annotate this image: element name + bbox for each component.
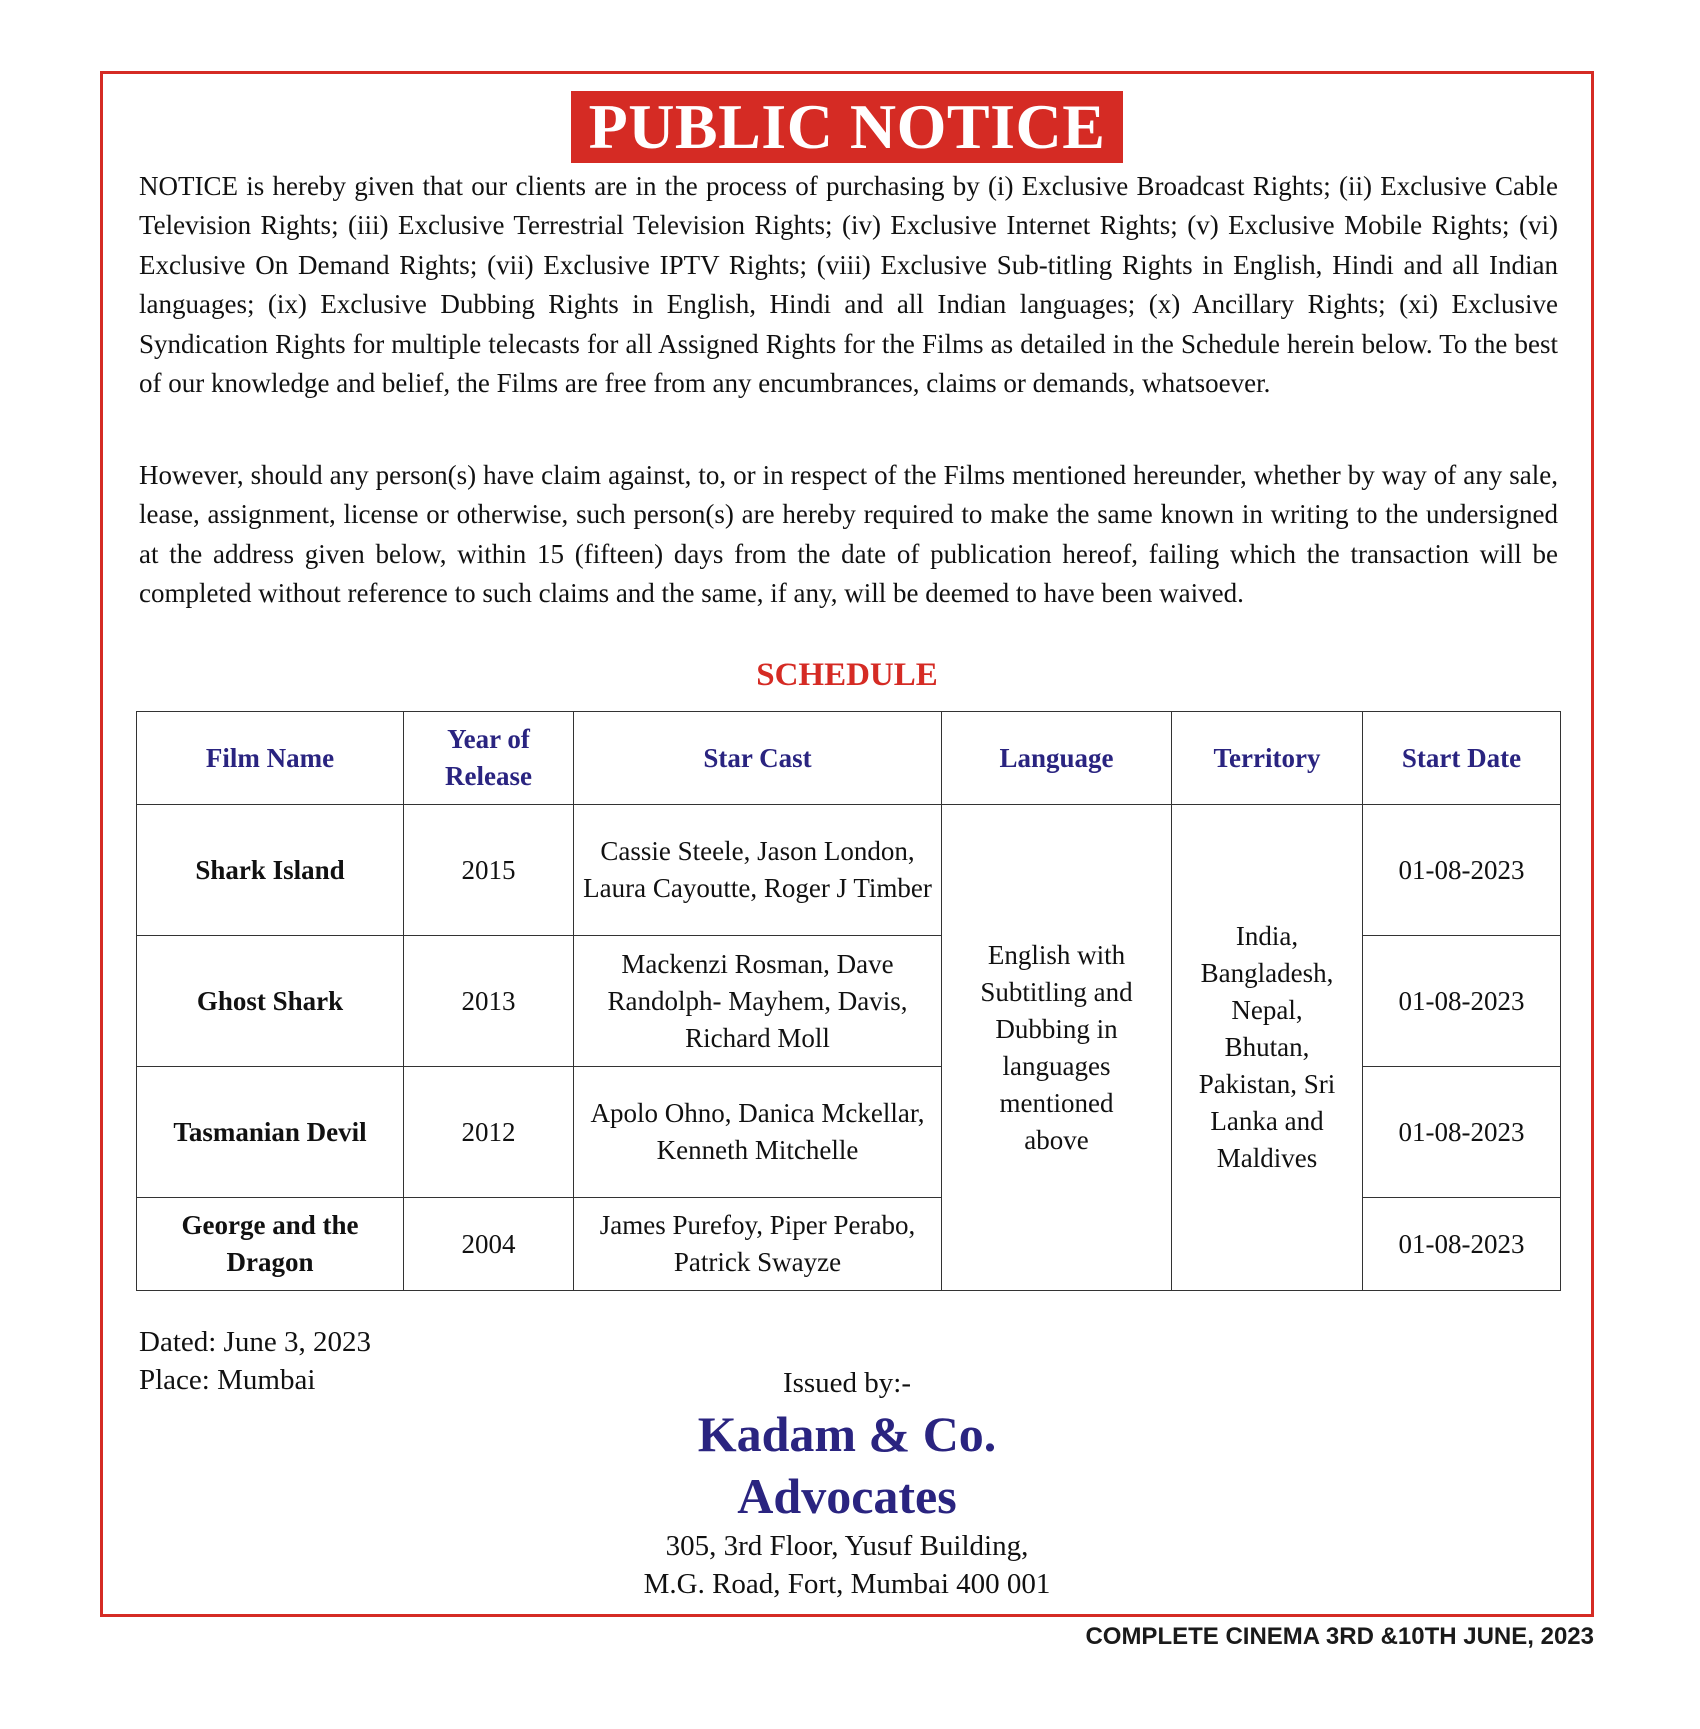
address-line-2: M.G. Road, Fort, Mumbai 400 001 [643, 1568, 1051, 1600]
address-line-1: 305, 3rd Floor, Yusuf Building, [665, 1530, 1029, 1562]
film-name-cell: Shark Island [137, 805, 404, 936]
table-header-row [137, 712, 1561, 805]
film-name-cell: George and the Dragon [137, 1198, 404, 1291]
film-name-cell: Tasmanian Devil [137, 1067, 404, 1198]
header-language: Language [942, 712, 1172, 805]
header-start-date: Start Date [1363, 712, 1561, 805]
language-text: English with Subtitling and Dubbing in languages mentioned above [980, 939, 1133, 1155]
header-year-line-2: Release [445, 761, 532, 791]
firm-name: Kadam & Co. [697, 1406, 997, 1462]
schedule-table [136, 711, 1561, 1291]
publication-credit: COMPLETE CINEMA 3RD &10TH JUNE, 2023 [1085, 1623, 1594, 1650]
film-name-cell: Ghost Shark [137, 936, 404, 1067]
start-date-cell: 01-08-2023 [1363, 1198, 1561, 1291]
notice-title: PUBLIC NOTICE [571, 91, 1124, 163]
start-date-cell: 01-08-2023 [1363, 936, 1561, 1067]
notice-paragraph-2: However, should any person(s) have claim against, to, or in respect of the Films mentioned hereunder, whether by way of any sale, lease, assignment, license or otherwise, such person(s) are hereby required to make the same known in writing to the undersigned at the address given below, within 15 (fifteen) days from the date of publication hereof, failing which the transaction will be completed without reference to such claims and the same, if any, will be deemed to have been waived. [139, 460, 1558, 609]
table-row [137, 805, 1561, 936]
header-film-name: Film Name [137, 712, 404, 805]
header-year-line-1: Year of [447, 724, 530, 754]
schedule-title: SCHEDULE [756, 657, 938, 693]
territory-text: India, Bangladesh, Nepal, Bhutan, Pakistan, Sri Lanka and Maldives [1198, 921, 1336, 1173]
issuer-block [103, 1363, 1591, 1603]
star-cast-cell: Mackenzi Rosman, Dave Randolph- Mayhem, Davis, Richard Moll [574, 936, 942, 1067]
language-cell [942, 805, 1172, 1291]
place-text: Place: Mumbai [139, 1364, 316, 1396]
year-cell: 2004 [404, 1198, 574, 1291]
dated-text: Dated: June 3, 2023 [139, 1326, 371, 1358]
issued-by-label: Issued by:- [782, 1367, 912, 1399]
header-territory: Territory [1172, 712, 1363, 805]
notice-frame [100, 71, 1594, 1617]
year-cell: 2015 [404, 805, 574, 936]
firm-title: Advocates [737, 1468, 957, 1524]
territory-cell [1172, 805, 1363, 1291]
notice-paragraph-1: NOTICE is hereby given that our clients are in the process of purchasing by (i) Exclusive Broadcast Rights; (ii) Exclusive Cable Television Rights; (iii) Exclusive Terrestrial Television Rights; (iv) Exclusive Internet Rights; (v) Exclusive Mobile Rights; (vi) Exclusive On Demand Rights; (vii) Exclusive IPTV Rights; (viii) Exclusive Sub-titling Rights in English, Hindi and all Indian languages; (ix) Exclusive Dubbing Rights in English, Hindi and all Indian languages; (x) Ancillary Rights; (xi) Exclusive Syndication Rights for multiple telecasts for all Assigned Rights for the Films as detailed in the Schedule herein below. To the best of our knowledge and belief, the Films are free from any encumbrances, claims or demands, whatsoever. [139, 171, 1558, 399]
star-cast-cell: Cassie Steele, Jason London, Laura Cayoutte, Roger J Timber [574, 805, 942, 936]
title-wrap [103, 91, 1591, 163]
header-star-cast: Star Cast [574, 712, 942, 805]
header-year-of-release [404, 712, 574, 805]
star-cast-cell: Apolo Ohno, Danica Mckellar, Kenneth Mitchelle [574, 1067, 942, 1198]
star-cast-cell: James Purefoy, Piper Perabo, Patrick Swayze [574, 1198, 942, 1291]
year-cell: 2012 [404, 1067, 574, 1198]
year-cell: 2013 [404, 936, 574, 1067]
start-date-cell: 01-08-2023 [1363, 1067, 1561, 1198]
start-date-cell: 01-08-2023 [1363, 805, 1561, 936]
